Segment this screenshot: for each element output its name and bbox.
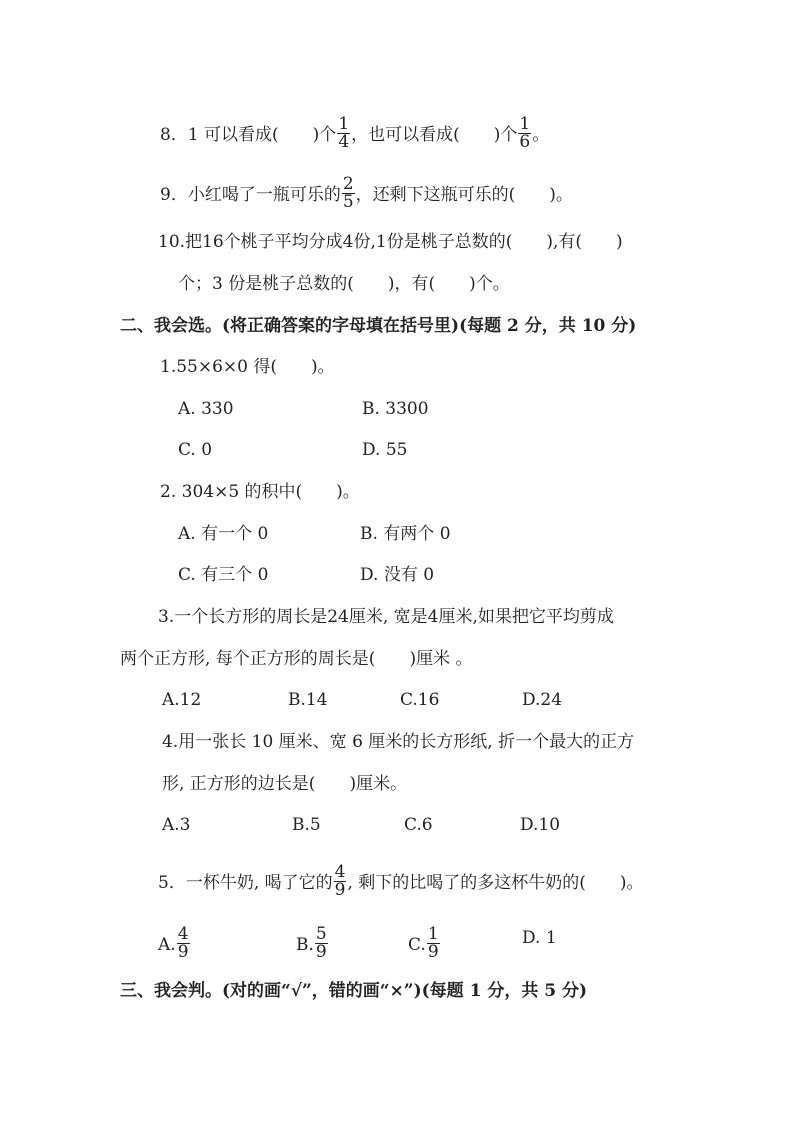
s2q2-option-b: B. 有两个 0 <box>360 524 451 544</box>
question-10-line-1: 10.把16个桃子平均分成4份,1份是桃子总数的( ),有( ) <box>158 232 623 252</box>
s2q2-option-d: D. 没有 0 <box>360 565 435 585</box>
s2q4-option-d: D.10 <box>520 815 561 835</box>
s2q1-option-a: A. 330 <box>178 399 234 419</box>
s2q3-option-c: C.16 <box>400 690 440 710</box>
section-3-title: 三、我会判。(对的画“√”，错的画“×”)(每题 1 分，共 5 分) <box>120 981 588 1001</box>
s2-question-5 <box>158 862 644 901</box>
q9-fraction: $\frac{2}{5}$ <box>342 174 354 212</box>
s2q3-option-b: B.14 <box>288 690 328 710</box>
s2q1-option-c: C. 0 <box>178 440 213 460</box>
s2q5-option-a: A. $\frac{4}{9}$ <box>158 924 189 962</box>
s2-question-1: 1.55×6×0 得( )。 <box>160 357 335 377</box>
s2q5-fraction: $\frac{4}{9}$ <box>334 862 346 900</box>
q8-fraction-2: $\frac{1}{6}$ <box>519 114 531 152</box>
s2-question-4-line-1: 4.用一张长 10 厘米、宽 6 厘米的长方形纸, 折一个最大的正方 <box>162 732 635 752</box>
s2q5-text-a: 5．一杯牛奶, 喝了它的 <box>158 873 333 893</box>
s2q5-option-b: B. $\frac{5}{9}$ <box>296 924 327 962</box>
q9-text-a: 9．小红喝了一瓶可乐的 <box>160 185 341 205</box>
question-8 <box>160 114 550 153</box>
s2q5-option-c: C. $\frac{1}{9}$ <box>408 924 439 962</box>
s2q1-option-d: D. 55 <box>362 440 408 460</box>
s2-question-2: 2. 304×5 的积中( )。 <box>160 482 360 502</box>
s2q4-option-c: C.6 <box>404 815 433 835</box>
s2-question-4-line-2: 形, 正方形的边长是( )厘米。 <box>162 774 408 794</box>
q8-fraction-1: $\frac{1}{4}$ <box>338 114 350 152</box>
s2q5-option-d: D. 1 <box>522 928 557 948</box>
s2q4-option-a: A.3 <box>162 815 191 835</box>
question-10-line-2: 个；3 份是桃子总数的( )，有( )个。 <box>178 274 510 294</box>
question-9 <box>160 174 573 213</box>
s2q3-option-a: A.12 <box>162 690 202 710</box>
s2-question-3-line-1: 3.一个长方形的周长是24厘米, 宽是4厘米,如果把它平均剪成 <box>158 607 614 627</box>
s2q2-option-c: C. 有三个 0 <box>178 565 269 585</box>
q8-text-c: 。 <box>532 125 550 145</box>
q8-text-b: ，也可以看成( )个 <box>351 125 518 145</box>
s2q4-option-b: B.5 <box>292 815 321 835</box>
s2-question-3-line-2: 两个正方形, 每个正方形的周长是( )厘米 。 <box>120 649 473 669</box>
s2q1-option-b: B. 3300 <box>362 399 429 419</box>
s2q5-text-b: , 剩下的比喝了的多这杯牛奶的( )。 <box>347 873 644 893</box>
section-2-title: 二、我会选。(将正确答案的字母填在括号里)(每题 2 分，共 10 分) <box>120 316 637 336</box>
q9-text-b: ，还剩下这瓶可乐的( )。 <box>355 185 573 205</box>
s2q2-option-a: A. 有一个 0 <box>178 524 269 544</box>
s2q3-option-d: D.24 <box>522 690 563 710</box>
q8-text-a: 8．1 可以看成( )个 <box>160 125 337 145</box>
